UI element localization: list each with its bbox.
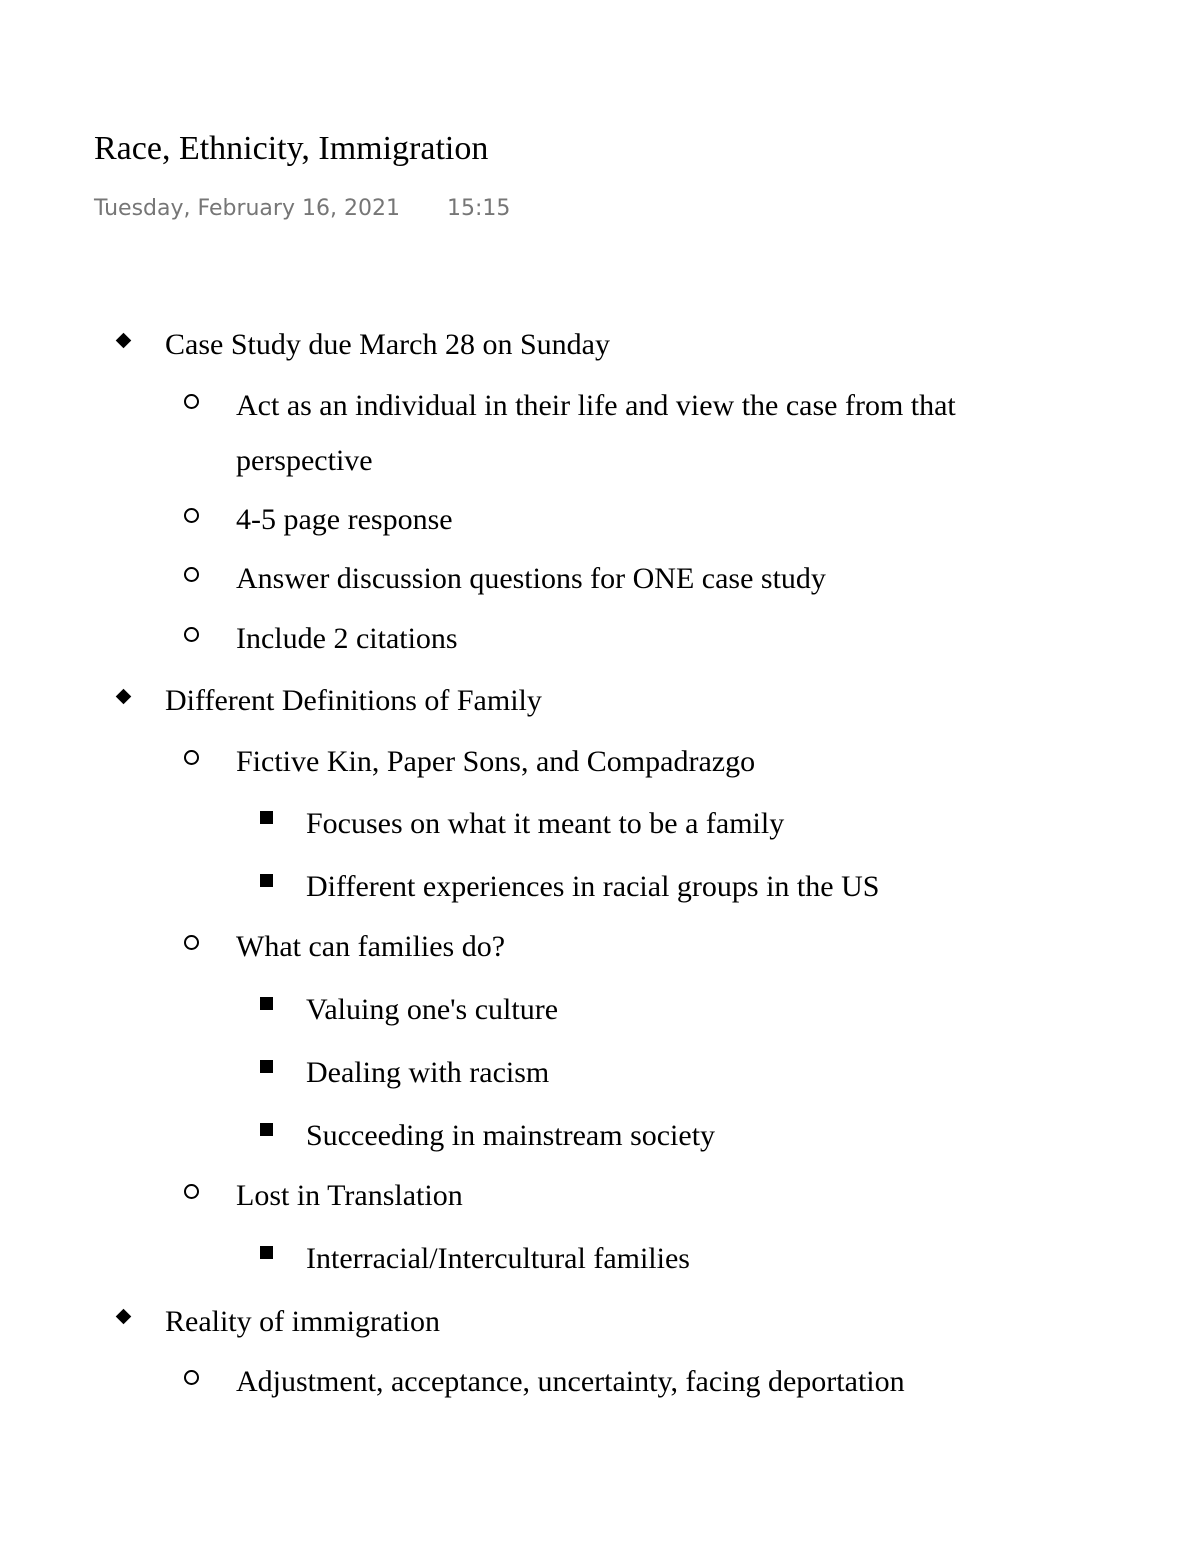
- outline-item: Focuses on what it meant to be a family: [306, 807, 785, 840]
- outline-item: Case Study due March 28 on Sunday: [165, 328, 610, 361]
- page-title: Race, Ethnicity, Immigration: [94, 130, 489, 167]
- outline-item: Succeeding in mainstream society: [306, 1119, 716, 1152]
- circle-bullet-icon: [184, 750, 199, 765]
- circle-bullet-icon: [184, 1370, 199, 1385]
- outline-item: Act as an individual in their life and view the case from that: [236, 389, 956, 422]
- circle-bullet-icon: [184, 394, 199, 409]
- circle-bullet-icon: [184, 935, 199, 950]
- circle-bullet-icon: [184, 1184, 199, 1199]
- square-bullet-icon: [260, 1123, 273, 1136]
- outline-item: Reality of immigration: [165, 1305, 440, 1338]
- square-bullet-icon: [260, 811, 273, 824]
- outline-item: Different Definitions of Family: [165, 684, 542, 717]
- diamond-bullet-icon: [116, 689, 132, 705]
- square-bullet-icon: [260, 874, 273, 887]
- circle-bullet-icon: [184, 627, 199, 642]
- outline-item: Interracial/Intercultural families: [306, 1242, 690, 1275]
- outline-item: Lost in Translation: [236, 1179, 463, 1212]
- outline-item: 4-5 page response: [236, 503, 453, 536]
- square-bullet-icon: [260, 1060, 273, 1073]
- square-bullet-icon: [260, 997, 273, 1010]
- circle-bullet-icon: [184, 567, 199, 582]
- circle-bullet-icon: [184, 508, 199, 523]
- note-time: 15:15: [447, 196, 511, 221]
- outline-item: Fictive Kin, Paper Sons, and Compadrazgo: [236, 745, 756, 778]
- diamond-bullet-icon: [116, 1309, 132, 1325]
- square-bullet-icon: [260, 1246, 273, 1259]
- outline-item: Answer discussion questions for ONE case study: [236, 562, 826, 595]
- outline-item: What can families do?: [236, 930, 506, 963]
- outline-item: Different experiences in racial groups in the US: [306, 870, 880, 903]
- outline-item: Dealing with racism: [306, 1056, 550, 1089]
- outline-item: Include 2 citations: [236, 622, 458, 655]
- note-date: Tuesday, February 16, 2021: [94, 196, 400, 221]
- diamond-bullet-icon: [116, 333, 132, 349]
- outline-item: Adjustment, acceptance, uncertainty, facing deportation: [236, 1365, 905, 1398]
- outline-item: Valuing one's culture: [306, 993, 559, 1026]
- outline-item-continuation: perspective: [236, 444, 373, 477]
